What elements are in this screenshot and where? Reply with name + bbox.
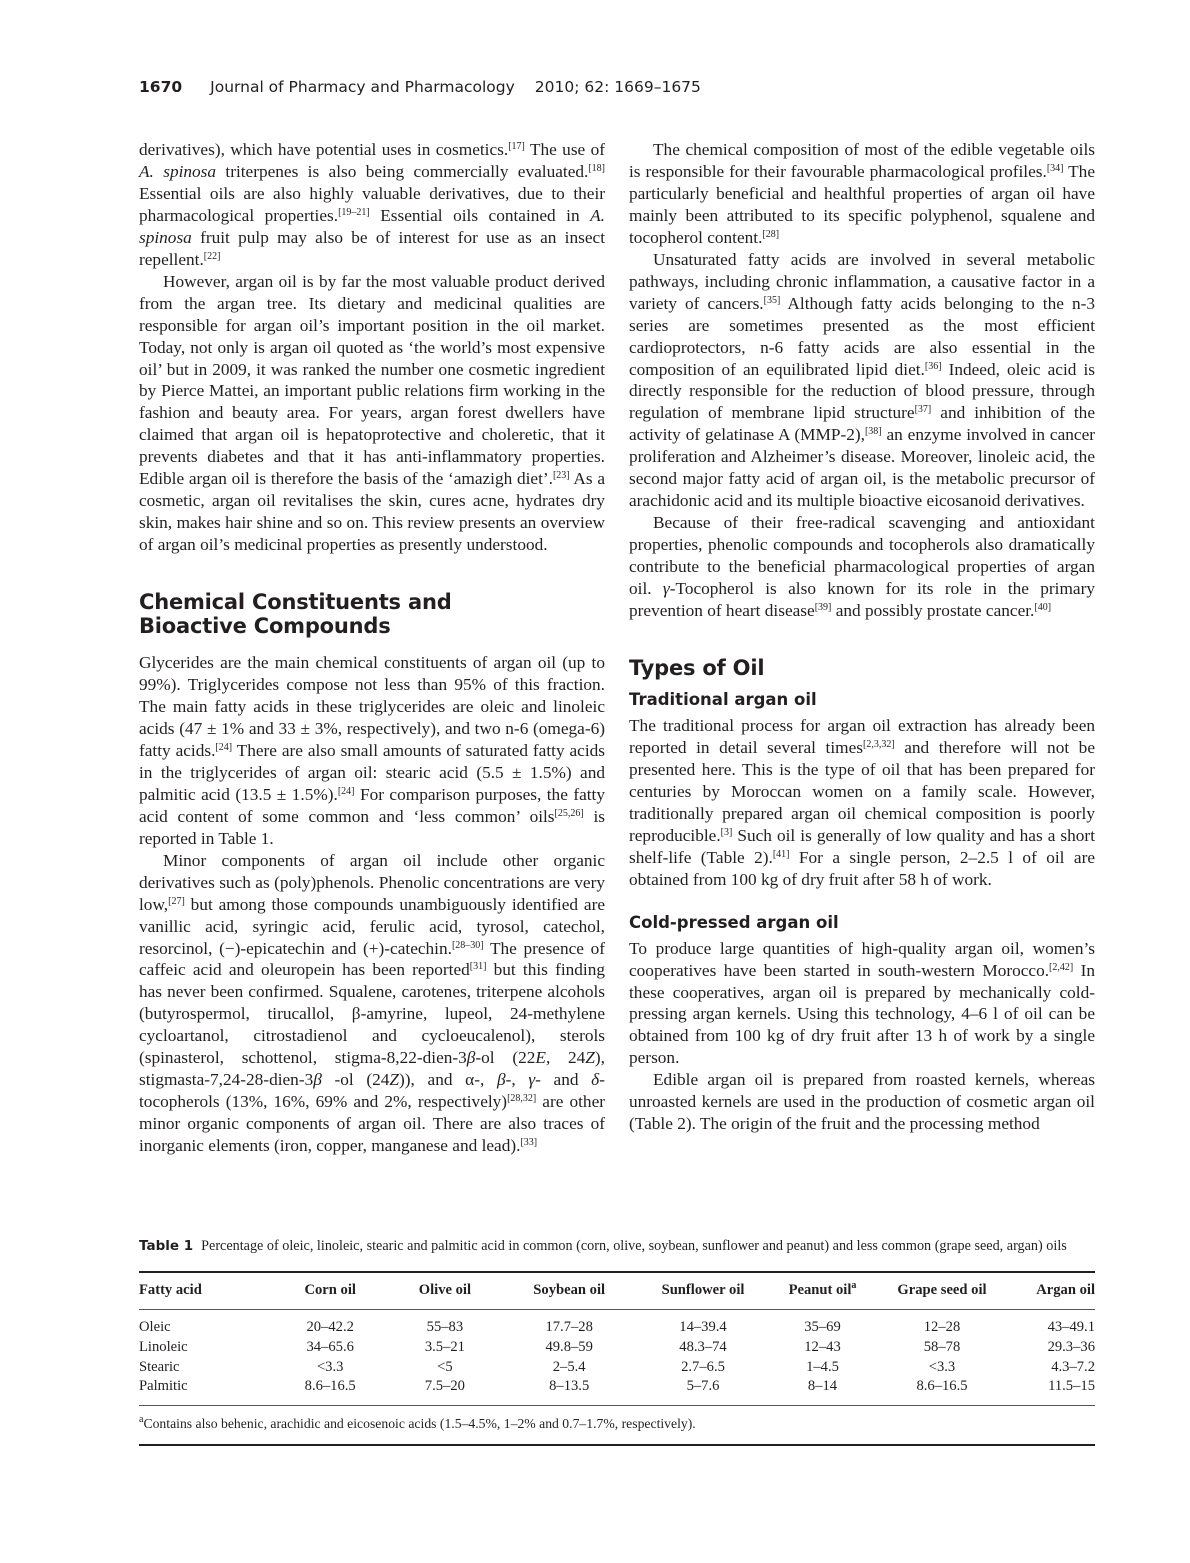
citation-ref[interactable]: [19–21]	[338, 206, 370, 218]
citation-ref[interactable]: [22]	[203, 250, 221, 262]
table-cell: 29.3–36	[1047, 1338, 1095, 1355]
table-cell: 55–83	[426, 1319, 464, 1335]
row-label: Palmitic	[139, 1378, 188, 1395]
table-caption: Table 1 Percentage of oleic, linoleic, stearic and palmitic acid in common (corn, olive, soybean, sunflower and peanut) and less common (grape seed, argan) oils	[139, 1238, 1067, 1254]
left-column	[139, 139, 605, 1157]
table-cell: 5–7.6	[686, 1378, 720, 1395]
citation-ref[interactable]: [40]	[1034, 602, 1052, 614]
table-label: Table 1	[139, 1238, 194, 1254]
paragraph: The traditional process for argan oil extraction has already been reported in detail several times[2,3,32] and therefore will not be presented here. This is the type of oil that has been prepared for centuries by Moroccan women on a family scale. However, traditionally prepared argan oil chemical composition is poorly reproducible.[3] Such oil is generally of low quality and has a short shelf-life (Table 2).[41] For a single person, 2–2.5 l of oil are obtained from 100 kg of dry fruit after 58 h of work.	[629, 715, 1095, 889]
table-row	[139, 1358, 1095, 1378]
table-header-row	[139, 1273, 1095, 1309]
table-cell: 35–69	[804, 1319, 841, 1335]
footnote-mark: a	[851, 1280, 857, 1291]
table-cell: 20–42.2	[306, 1319, 354, 1335]
column-header: Fatty acid	[139, 1282, 202, 1298]
citation-ref[interactable]: [34]	[1046, 162, 1064, 174]
table-cell: 11.5–15	[1048, 1378, 1095, 1395]
citation-ref[interactable]: [27]	[168, 895, 185, 907]
citation-ref[interactable]: [33]	[520, 1137, 538, 1149]
table-cell: 58–78	[923, 1338, 961, 1355]
paragraph: Glycerides are the main chemical constituents of argan oil (up to 99%). Triglycerides compose not less than 95% of this fraction. The main fatty acids in these triglycerides are oleic and linoleic acids (47 ± 1% and 33 ± 3%, respectively), and two n-6 (omega-6) fatty acids.[24] There are also small amounts of saturated fatty acids in the triglycerides of argan oil: stearic acid (5.5 ± 1.5%) and palmitic acid (13.5 ± 1.5%).[24] For comparison purposes, the fatty acid content of some common and ‘less common’ oils[25,26] is reported in Table 1.	[139, 653, 605, 848]
paragraph: However, argan oil is by far the most valuable product derived from the argan tree. Its dietary and medicinal qualities are responsible for argan oil’s important position in the oil market. Today, not only is argan oil quoted as ‘the world’s most expensive oil’ but in 2009, it was ranked the number one cosmetic ingredient by Pierce Mattei, an important public relations firm working in the fashion and beauty area. For years, argan forest dwellers have claimed that argan oil is hepatoprotective and choleretic, that it prevents diabetes and that it has anti-inflammatory properties. Edible argan oil is therefore the basis of the ‘amazigh diet’.[23] As a cosmetic, argan oil revitalises the skin, cures acne, hydrates dry skin, makes hair shine and so on. This review presents an overview of argan oil’s medicinal properties as presently understood.	[139, 271, 606, 555]
table-cell: 17.7–28	[545, 1319, 593, 1335]
citation-ref[interactable]: [18]	[588, 162, 606, 174]
table-cell: 4.3–7.2	[1051, 1358, 1095, 1375]
table-cell: 34–65.6	[306, 1338, 354, 1355]
table-cell: 3.5–21	[424, 1338, 465, 1355]
row-label: Stearic	[139, 1358, 180, 1375]
right-column	[629, 139, 1095, 1135]
journal-citation: 2010; 62: 1669–1675	[534, 78, 701, 96]
column-header: Grape seed oil	[897, 1282, 987, 1298]
citation-ref[interactable]: [37]	[914, 404, 932, 416]
table-cell: 8–14	[807, 1378, 838, 1395]
fatty-acid-table	[139, 1273, 1095, 1309]
section-heading-types-of-oil: Types of Oil	[629, 655, 765, 680]
running-head	[139, 78, 701, 96]
paragraph: Unsaturated fatty acids are involved in several metabolic pathways, including chronic inflammation, a causative factor in a variety of cancers.[35] Although fatty acids belonging to the n-3 series are sometimes presented as the most efficient cardioprotectors, n-6 fatty acids are also essential in the composition of an equilibrated lipid diet.[36] Indeed, oleic acid is directly responsible for the reduction of blood pressure, through regulation of membrane lipid structure[37] and inhibition of the activity of gelatinase A (MMP-2),[38] an enzyme involved in cancer proliferation and Alzheimer’s disease. Moreover, linoleic acid, the second major fatty acid of argan oil, is the metabolic precursor of arachidonic acid and its multiple bioactive eicosanoid derivatives.	[629, 249, 1095, 511]
table-cell: 8.6–16.5	[916, 1378, 968, 1395]
table-cell: 43–49.1	[1047, 1319, 1095, 1335]
table-cell: 8–13.5	[549, 1378, 590, 1395]
row-label: Oleic	[139, 1319, 171, 1335]
table-cell: 49.8–59	[545, 1338, 593, 1355]
paragraph: The chemical composition of most of the edible vegetable oils is responsible for their favourable pharmacological profiles.[34] The particularly beneficial and healthful properties of argan oil have mainly been attributed to its specific polyphenol, squalene and tocopherol content.[28]	[629, 140, 1095, 247]
table-row	[139, 1338, 1095, 1358]
journal-name: Journal of Pharmacy and Pharmacology	[210, 78, 515, 96]
citation-ref[interactable]: [23]	[552, 470, 570, 482]
paragraph: derivatives), which have potential uses in cosmetics.[17] The use of A. spinosa triterpenes is also being commercially evaluated.[18] Essential oils are also highly valuable derivatives, due to their pharmacological properties.[19–21] Essential oils contained in A. spinosa fruit pulp may also be of interest for use as an insect repellent.[22]	[139, 140, 606, 269]
table-cell: <5	[437, 1358, 453, 1375]
citation-ref[interactable]: [28–30]	[451, 939, 484, 951]
citation-ref[interactable]: [41]	[772, 848, 790, 860]
citation-ref[interactable]: [25,26]	[554, 807, 584, 819]
table-row	[139, 1318, 1095, 1338]
column-header: Argan oil	[1036, 1282, 1095, 1298]
citation-ref[interactable]: [31]	[469, 961, 487, 973]
paragraph: Because of their free-radical scavenging and antioxidant properties, phenolic compounds and tocopherols also dramatically contribute to the beneficial pharmacological properties of argan oil. γ-Tocopherol is also known for its role in the primary prevention of heart disease[39] and possibly prostate cancer.[40]	[629, 513, 1095, 621]
page-number: 1670	[139, 78, 183, 96]
citation-ref[interactable]: [35]	[763, 294, 781, 306]
citation-ref[interactable]: [39]	[814, 602, 832, 614]
column-header: Corn oil	[304, 1282, 356, 1298]
citation-ref[interactable]: [36]	[924, 360, 942, 372]
paragraph: Minor components of argan oil include other organic derivatives such as (poly)phenols. Phenolic concentrations are very low,[27] but among those compounds unambiguously identified are vanillic acid, syringic acid, ferulic acid, tyrosol, catechol, resorcinol, (−)-epicatechin and (+)-catechin.[28–30] The presence of caffeic acid and oleuropein has been reported[31] but this finding has never been confirmed. Squalene, carotenes, triterpene alcohols (butyrospermol, tirucallol, β-amyrine, lupeol, 24-methylene cycloartanol, citrostadienol and cycloeucalenol), sterols (spinasterol, schottenol, stigma-8,22-dien-3β-ol (22E, 24Z), stigmasta-7,24-28-dien-3β -ol (24Z)), and α-, β-, γ- and δ-tocopherols (13%, 16%, 69% and 2%, respectively)[28,32] are other minor organic components of argan oil. There are also traces of inorganic elements (iron, copper, manganese and lead).[33]	[139, 850, 606, 1156]
table-cell: 8.6–16.5	[304, 1378, 356, 1395]
table-cell: <3.3	[928, 1358, 956, 1375]
table-cell: 2–5.4	[552, 1358, 586, 1375]
table-footnote: $^a$Contains also behenic, arachidic and eicosenoic acids (1.5–4.5%, 1–2% and 0.7–1.7%, respectively).	[139, 1414, 696, 1432]
citation-ref[interactable]: [28]	[762, 228, 780, 240]
paragraph: To produce large quantities of high-quality argan oil, women’s cooperatives have been started in south-western Morocco.[2,42] In these cooperatives, argan oil is prepared by mechanically cold-pressing argan kernels. Using this technology, 4–6 l of oil can be obtained from 100 kg of dry fruit after 13 h of work by a single person.	[629, 938, 1095, 1068]
table-cell: 48.3–74	[679, 1338, 727, 1355]
table-cell: 12–43	[804, 1338, 841, 1355]
citation-ref[interactable]: [24]	[337, 785, 355, 797]
citation-ref[interactable]: [38]	[864, 426, 882, 438]
table-cell: <3.3	[316, 1358, 344, 1375]
table-cell: 2.7–6.5	[681, 1358, 725, 1375]
table-cell: 1–4.5	[806, 1358, 839, 1375]
table-cell: 14–39.4	[679, 1319, 727, 1335]
citation-ref[interactable]: [2,42]	[1049, 961, 1074, 973]
row-label: Linoleic	[139, 1338, 188, 1355]
fatty-acid-table-body	[139, 1318, 1095, 1397]
subsection-heading-cold-pressed: Cold-pressed argan oil	[629, 912, 839, 932]
citation-ref[interactable]: [3]	[720, 826, 733, 838]
citation-ref[interactable]: [24]	[215, 741, 233, 753]
table-bottom-rule	[139, 1444, 1095, 1446]
citation-ref[interactable]: [17]	[508, 141, 525, 152]
section-heading-chemical-constituents: Chemical Constituents and Bioactive Compounds	[139, 590, 452, 639]
column-header: Olive oil	[418, 1282, 472, 1298]
table-row	[139, 1377, 1095, 1397]
column-header: Peanut oil$^a$	[788, 1280, 857, 1298]
citation-ref[interactable]: [2,3,32]	[862, 738, 895, 750]
column-header: Soybean oil	[533, 1282, 606, 1298]
citation-ref[interactable]: [28,32]	[507, 1093, 537, 1105]
table-1	[139, 1236, 1095, 1446]
column-header: Sunflower oil	[661, 1282, 745, 1298]
table-cell: 7.5–20	[424, 1378, 465, 1395]
table-cell: 12–28	[923, 1319, 961, 1335]
paragraph: Edible argan oil is prepared from roasted kernels, whereas unroasted kernels are used in the production of cosmetic argan oil (Table 2). The origin of the fruit and the processing method	[629, 1070, 1095, 1134]
subsection-heading-traditional: Traditional argan oil	[629, 689, 817, 709]
